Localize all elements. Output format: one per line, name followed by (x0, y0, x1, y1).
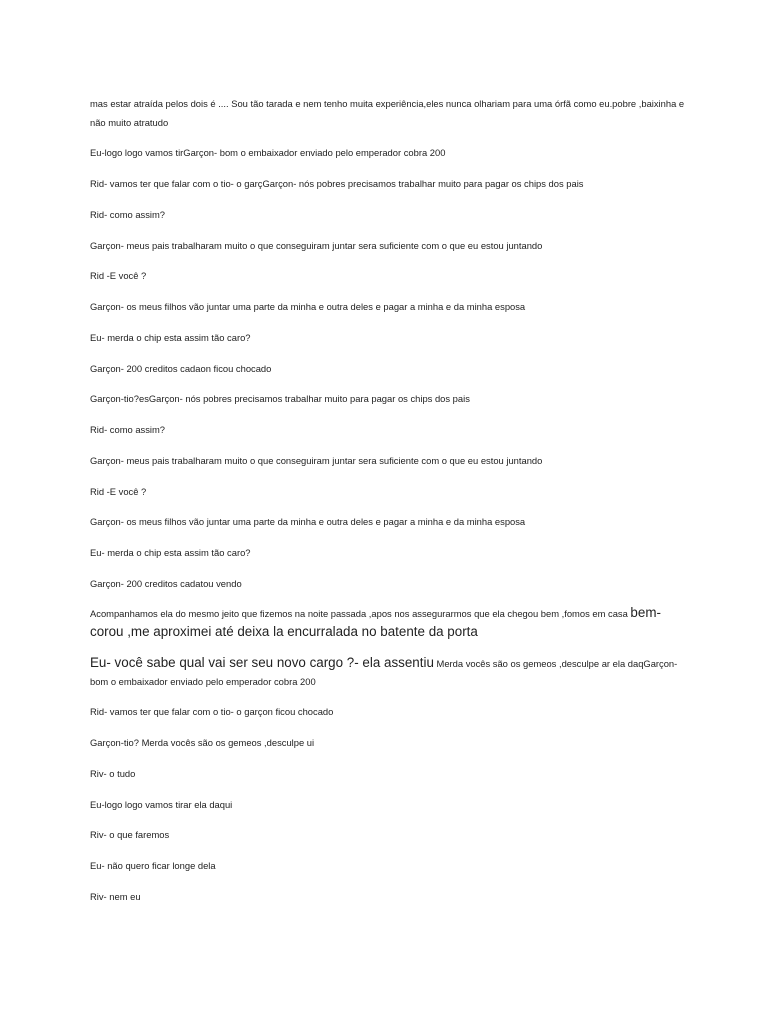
paragraph-line: mas estar atraída pelos dois é .... Sou tão tarada e nem tenho muita experiência,eles nunca olhariam para uma órfã como eu.pobre ,baixinha e (90, 98, 685, 109)
paragraph-line: Garçon-tio? Merda vocês são os gemeos ,desculpe ui (90, 737, 315, 748)
paragraph-line: Eu- merda o chip esta assim tão caro? (90, 547, 251, 558)
paragraph-line: Eu-logo logo vamos tirGarçon- bom o embaixador enviado pelo emperador cobra 200 (90, 147, 446, 158)
paragraph-line: Eu-logo logo vamos tirar ela daqui (90, 799, 233, 810)
paragraph-line: Rid- como assim? (90, 209, 166, 220)
mixed-large-text: bem- (630, 605, 661, 620)
paragraph-line: Garçon- os meus filhos vão juntar uma parte da minha e outra deles e pagar a minha e da minha esposa (90, 516, 526, 527)
paragraph-line: Rid- vamos ter que falar com o tio- o garçGarçon- nós pobres precisamos trabalhar muito para pagar os chips dos pais (90, 178, 584, 189)
mixed-paragraph-2 (90, 653, 680, 673)
paragraph-line: Garçon- 200 creditos cadaon ficou chocado (90, 363, 272, 374)
paragraph-line: Riv- o tudo (90, 768, 136, 779)
paragraph-line: Rid -E você ? (90, 270, 147, 281)
paragraph-line: Riv- o que faremos (90, 829, 170, 840)
mixed-small-text: Merda vocês são os gemeos ,desculpe ar ela daqGarçon- (433, 658, 678, 669)
paragraph-line: não muito atratudo (90, 117, 169, 128)
paragraph-line: Eu- não quero ficar longe dela (90, 860, 216, 871)
mixed-large-text: Eu- você sabe qual vai ser seu novo cargo ?- ela assentiu (90, 655, 434, 670)
mixed-small-text: Acompanhamos ela do mesmo jeito que fizemos na noite passada ,apos nos assegurarmos que ela chegou bem ,fomos em casa (90, 608, 631, 619)
paragraph-line: Rid- como assim? (90, 424, 166, 435)
paragraph-line: Garçon- meus pais trabalharam muito o que conseguiram juntar sera suficiente com o que eu estou juntando (90, 240, 543, 251)
paragraph-line: Eu- merda o chip esta assim tão caro? (90, 332, 251, 343)
paragraph-line: Rid -E você ? (90, 486, 147, 497)
mixed-paragraph-1 (90, 603, 680, 623)
paragraph-line: Garçon- os meus filhos vão juntar uma parte da minha e outra deles e pagar a minha e da minha esposa (90, 301, 526, 312)
mixed-paragraph-2-cont: bom o embaixador enviado pelo emperador cobra 200 (90, 676, 316, 687)
paragraph-line: Garçon- 200 creditos cadatou vendo (90, 578, 242, 589)
mixed-paragraph-1-cont: corou ,me aproximei até deixa la encurralada no batente da porta (90, 624, 478, 639)
paragraph-line: Garçon- meus pais trabalharam muito o que conseguiram juntar sera suficiente com o que eu estou juntando (90, 455, 543, 466)
paragraph-line: Riv- nem eu (90, 891, 141, 902)
paragraph-line: Rid- vamos ter que falar com o tio- o garçon ficou chocado (90, 706, 334, 717)
paragraph-line: Garçon-tio?esGarçon- nós pobres precisamos trabalhar muito para pagar os chips dos pais (90, 393, 470, 404)
